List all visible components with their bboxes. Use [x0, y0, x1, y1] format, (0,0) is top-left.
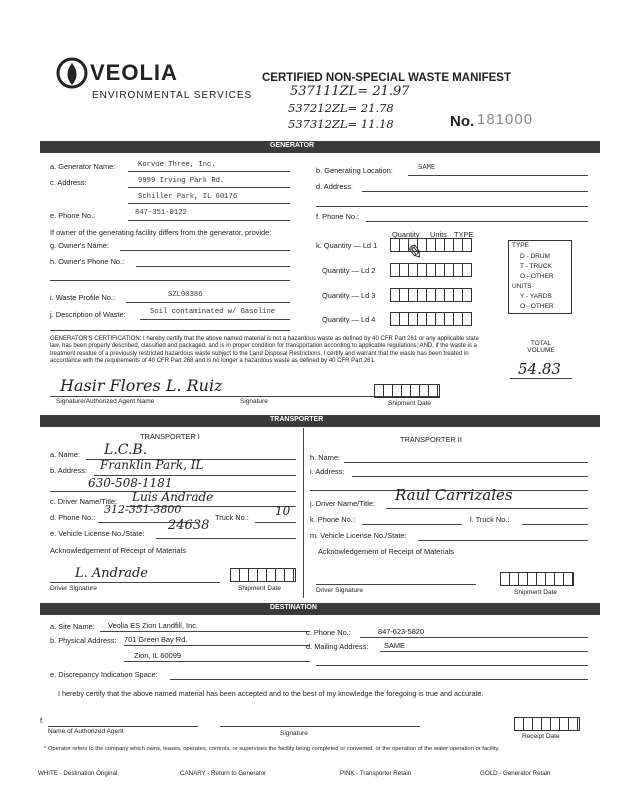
signature-label: Signature: [240, 398, 268, 405]
waste-description-label: j. Description of Waste:: [50, 310, 126, 319]
mailing-address-value: SAME: [384, 641, 405, 650]
t1-acknowledgement-label: Acknowledgement of Receipt of Materials: [50, 546, 186, 555]
t2-address-line: [352, 476, 588, 477]
veolia-logo-icon: [55, 56, 89, 92]
waste-description-line-2: [50, 330, 290, 331]
site-name-label: a. Site Name:: [50, 622, 95, 631]
discrepancy-line: [170, 679, 588, 680]
discrepancy-label: e. Discrepancy Indication Space:: [50, 670, 158, 679]
destination-agent-line: [48, 726, 198, 727]
signature-agent-label: Signature/Authorized Agent Name: [56, 398, 155, 405]
t2-license-line: [418, 540, 588, 541]
owner-phone-label: h. Owner's Phone No.:: [50, 257, 125, 266]
t2-address-label: i. Address:: [310, 467, 345, 476]
quantity-header: Quantity: [392, 230, 420, 239]
location-phone-line: [366, 221, 588, 222]
site-name-value: Veolia ES Zion Landfill, Inc.: [108, 621, 198, 630]
manifest-number-label: No.: [450, 113, 475, 130]
t1-driver-value: Luis Andrade: [132, 490, 214, 504]
destination-section-label: DESTINATION: [270, 604, 317, 611]
t2-acknowledgement-label: Acknowledgement of Receipt of Materials: [318, 547, 454, 556]
quantity-ld2-box: [390, 263, 472, 277]
transporter-section-bar: [40, 415, 600, 427]
t2-license-label: m. Vehicle License No./State:: [310, 531, 407, 540]
owner-name-line: [120, 250, 290, 251]
t2-phone-line: [362, 524, 462, 525]
brand-name: VEOLIA: [90, 60, 178, 85]
type-legend-4: UNITS: [512, 283, 532, 290]
t1-driver-signature-scribble: L. Andrade: [75, 566, 148, 581]
t2-driver-signature-label: Driver Signature: [316, 587, 363, 594]
generator-phone-value: 847-351-0122: [135, 209, 187, 217]
t2-name-line: [344, 462, 588, 463]
t2-shipment-date-box: [500, 572, 574, 586]
t2-driver-line: [386, 508, 588, 509]
owner-phone-line: [136, 266, 290, 267]
t2-driver-signature-line: [316, 584, 476, 585]
destination-certification: I hereby certify that the above named material has been accepted and to the best of my knowledge the foregoing is true and accurate.: [58, 689, 484, 698]
destination-phone-line: [360, 637, 588, 638]
transporter-section-label: TRANSPORTER: [270, 416, 324, 423]
t1-license-label: e. Vehicle License No./State:: [50, 529, 145, 538]
mailing-address-line: [380, 651, 588, 652]
waste-description-value: Soil contaminated w/ Gasoline: [150, 308, 276, 316]
total-volume-label: TOTAL VOLUME: [527, 340, 555, 354]
location-phone-label: f. Phone No.:: [316, 212, 360, 221]
waste-profile-value: SZL00386: [168, 291, 203, 299]
quantity-ld3-label: Quantity — Ld 3: [322, 291, 376, 300]
location-address-line-2: [316, 206, 588, 207]
t1-phone-label: d. Phone No.:: [50, 513, 96, 522]
generator-shipment-date-box: [374, 384, 440, 398]
generator-address-line: [128, 187, 290, 188]
generator-phone-line: [128, 220, 290, 221]
t1-license-line: [156, 538, 296, 539]
t1-driver-signature-line: [50, 582, 220, 583]
t1-address-value-2: 630-508-1181: [88, 476, 173, 490]
mailing-address-line-2: [316, 665, 588, 666]
total-volume-line: [510, 378, 572, 379]
generating-location-value: SAME: [418, 164, 436, 172]
brand-subtitle: ENVIRONMENTAL SERVICES: [92, 90, 253, 101]
location-address-line: [362, 191, 588, 192]
t1-driver-label: c. Driver Name/Title:: [50, 497, 118, 506]
quantity-ld1-label: k. Quantity — Ld 1: [316, 241, 378, 250]
t2-name-label: h. Name:: [310, 453, 340, 462]
location-address-label: d. Address:: [316, 182, 353, 191]
owner-name-label: g. Owner's Name:: [50, 241, 109, 250]
transporter-2-header: TRANSPORTER II: [400, 435, 462, 444]
type-legend-3: O - OTHER: [520, 273, 554, 280]
generator-address-value-1: 9999 Irving Park Rd.: [138, 177, 225, 185]
destination-phone-label: c. Phone No.:: [306, 628, 351, 637]
destination-f-label: f.: [40, 716, 45, 725]
generating-location-label: b. Generating Location:: [316, 166, 393, 175]
owner-note: If owner of the generating facility differs from the generator, provide:: [50, 228, 272, 237]
waste-profile-line: [126, 302, 290, 303]
generator-name-value: Korvoe Three, Inc.: [138, 161, 216, 169]
t1-driver-signature-label: Driver Signature: [50, 585, 97, 592]
generator-signature-scribble: Hasir Flores L. Ruiz: [60, 376, 223, 395]
waste-profile-label: i. Waste Profile No.:: [50, 293, 116, 302]
destination-signature-label: Signature: [280, 730, 308, 737]
type-legend-6: O - OTHER: [520, 303, 554, 310]
t1-address-value: Franklin Park, IL: [100, 458, 204, 472]
owner-blank-line-1: [50, 280, 290, 281]
copy-gold: GOLD - Generator Retain: [480, 770, 551, 777]
t1-name-label: a. Name:: [50, 450, 80, 459]
t2-truck-label: l. Truck No.:: [470, 515, 510, 524]
site-name-line: [100, 631, 310, 632]
generator-section-bar: [40, 141, 600, 153]
t1-truck-value: 10: [275, 504, 291, 518]
quantity-ld1-box: [390, 238, 472, 252]
transporter-1-header: TRANSPORTER I: [140, 432, 200, 441]
t1-license-value: 24638: [168, 518, 210, 533]
waste-description-line: [140, 319, 290, 320]
manifest-number: 181000: [477, 111, 534, 128]
generator-name-label: a. Generator Name:: [50, 162, 116, 171]
type-legend-2: T - TRUCK: [520, 263, 552, 270]
t1-name-value: L.C.B.: [104, 442, 148, 458]
t2-phone-label: k. Phone No.:: [310, 515, 355, 524]
generator-name-line: [128, 171, 290, 172]
quantity-ld4-box: [390, 312, 472, 326]
t2-truck-line: [522, 524, 588, 525]
operator-footnote: * Operator refers to the company which owns, leases, operates, controls, or supervises the facility being completed or converted, or the operation of the water operation or facility.: [44, 746, 500, 752]
authorized-agent-label: Name of Authorized Agent: [48, 728, 124, 735]
t1-shipment-date-box: [230, 568, 296, 582]
handwritten-line-1: 537111ZL= 21.97: [290, 84, 410, 99]
destination-signature-line: [220, 726, 420, 727]
type-legend-5: Y - YARDS: [520, 293, 552, 300]
generator-section-label: GENERATOR: [270, 142, 315, 149]
t1-address-label: b. Address:: [50, 466, 87, 475]
generator-address-value-2: Schiller Park, IL 60176: [138, 193, 238, 201]
t2-driver-label: j. Driver Name/Title:: [310, 499, 376, 508]
transporter-divider: [303, 428, 304, 598]
generator-address-label: c. Address:: [50, 178, 87, 187]
handwritten-line-2: 537212ZL= 21.78: [288, 101, 394, 115]
shipment-date-label: Shipment Date: [388, 400, 431, 407]
physical-address-line: [124, 645, 310, 646]
generator-certification: GENERATOR'S CERTIFICATION: I hereby certify that the above named material is not a hazardous waste as defined by 40 CFR Part 261 or any applicable state law, has been properly described, classified and packaged, and is in proper condition for transportation according to applicable regulations; AND, if the waste is a treatment residue of a previously restricted hazardous waste subject to the Land Disposal Restrictions, I certify and warrant that the waste has been treated in accordance with the requirements of 40 CFR Part 268 and is no longer a hazardous waste as defined by 40 CFR Part 261.: [50, 336, 479, 365]
destination-phone-value: 847-623-5820: [378, 627, 425, 636]
quantity-ld2-label: Quantity — Ld 2: [322, 266, 376, 275]
t2-driver-scribble: Raul Carrizales: [395, 486, 513, 504]
total-volume-value: 54.83: [518, 360, 561, 378]
units-header: Units: [430, 230, 447, 239]
receipt-date-box: [514, 717, 580, 731]
copy-white: WHITE - Destination Original: [38, 770, 118, 777]
t1-truck-line: [255, 522, 296, 523]
handwritten-line-3: 537312ZL= 11.18: [288, 117, 394, 131]
generating-location-line: [408, 175, 588, 176]
form-title: CERTIFIED NON-SPECIAL WASTE MANIFEST: [262, 72, 511, 84]
type-legend-0: TYPE: [512, 242, 529, 249]
physical-address-value-2: Zion, IL 60099: [134, 651, 181, 660]
generator-phone-label: e. Phone No.:: [50, 211, 96, 220]
receipt-date-label: Receipt Date: [522, 733, 560, 740]
quantity-ld4-label: Quantity — Ld 4: [322, 315, 376, 324]
t1-phone-value: 312-351-3800: [104, 503, 182, 516]
quantity-ld3-box: [390, 288, 472, 302]
physical-address-line-2: [124, 661, 310, 662]
t1-truck-label: Truck No.:: [215, 513, 249, 522]
physical-address-label: b. Physical Address:: [50, 636, 117, 645]
physical-address-value: 701 Green Bay Rd.: [124, 635, 188, 644]
t2-shipment-date-label: Shipment Date: [514, 589, 557, 596]
destination-section-bar: [40, 603, 600, 615]
mailing-address-label: d. Mailing Address:: [306, 642, 369, 651]
type-header: TYPE: [454, 230, 474, 239]
generator-address-line-2: [128, 203, 290, 204]
copy-pink: PINK - Transporter Retain: [340, 770, 412, 777]
t1-shipment-date-label: Shipment Date: [238, 585, 281, 592]
copy-canary: CANARY - Return to Generator: [180, 770, 267, 777]
quantity-handwriting: ✎: [405, 240, 422, 264]
type-legend-1: D - DRUM: [520, 253, 550, 260]
